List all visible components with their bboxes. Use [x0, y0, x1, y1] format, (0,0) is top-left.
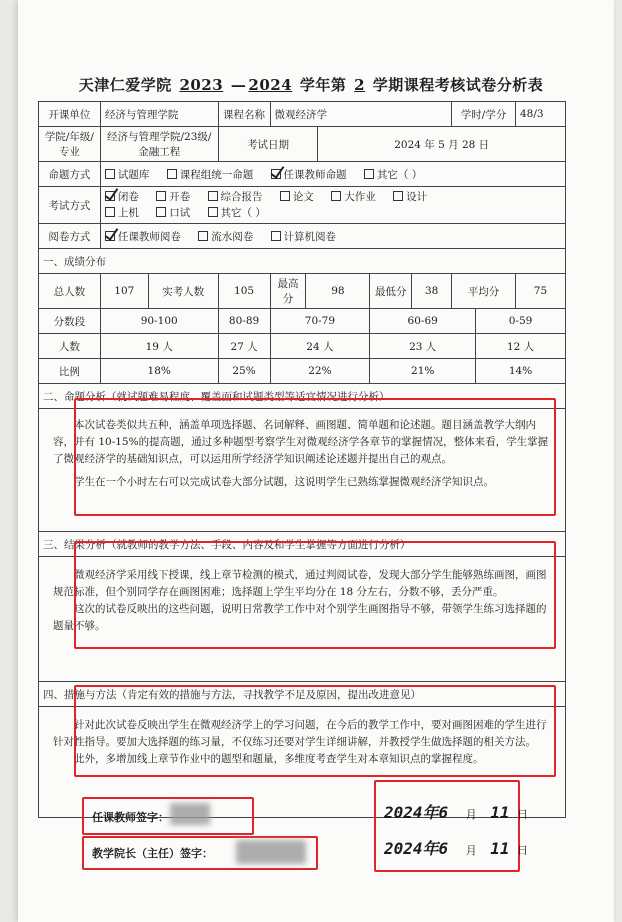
band-cell: 0-59: [476, 309, 566, 334]
summary-row: [39, 274, 566, 309]
ratio-cell: 18%: [100, 359, 218, 384]
month-label: 月: [465, 808, 477, 821]
results-paragraph: 微观经济学采用线下授课，线上章节检测的模式，通过判阅试卷，发现大部分学生能够熟练画图，画图规范标准，但个别同学存在画图困难；选择题上学生平均分在 18 分左右，分数不够，丢分严重。: [53, 569, 547, 598]
actual-label: 实考人数: [148, 274, 218, 309]
exam-row: [39, 187, 566, 224]
info-row-1: [39, 102, 566, 127]
proposition-option-teacher[interactable]: 任课教师命题: [271, 169, 347, 181]
results-section-title: 三、结果分析（就教师的教学方法、手段、内容及和学生掌握等方面进行分析）: [39, 532, 566, 557]
proposition-options: [100, 162, 565, 187]
total-value: 107: [100, 274, 148, 309]
exam-option-other[interactable]: 其它（ ）: [208, 207, 266, 219]
teacher-sign-label: 任课教师签字：: [92, 811, 169, 824]
analysis-section-title: 二、命题分析（就试题难易程度、覆盖面和试题类型等适宜情况进行分析）: [39, 384, 566, 409]
proposition-option-bank[interactable]: 试题库: [105, 169, 150, 181]
checkbox-icon: [156, 207, 166, 217]
checkbox-checked-icon: [271, 169, 281, 179]
measures-section-title: 四、措施与方法（肯定有效的措施与方法，寻找教学不足及原因，提出改进意见）: [39, 682, 566, 707]
redacted-dean-signature: [236, 840, 306, 864]
checkbox-icon: [105, 169, 115, 179]
count-cell: 27 人: [218, 334, 270, 359]
hours-value: 48/3: [515, 102, 565, 127]
ratio-cell: 21%: [370, 359, 476, 384]
proposition-row: [39, 162, 566, 187]
checkbox-icon: [198, 231, 208, 241]
proposition-option-other[interactable]: 其它（ ）: [364, 169, 422, 181]
grading-option-computer[interactable]: 计算机阅卷: [271, 231, 337, 243]
grading-option-teacher[interactable]: 任课教师阅卷: [105, 231, 181, 243]
month-label: 月: [465, 844, 477, 857]
class-value: 经济与管理学院/23级/金融工程: [100, 127, 218, 162]
grading-row: [39, 224, 566, 249]
proposition-option-group[interactable]: 课程组统一命题: [167, 169, 254, 181]
ratios-row: [39, 359, 566, 384]
handwritten-year: 2024年: [384, 803, 439, 822]
exam-option-paper[interactable]: 论文: [280, 191, 314, 203]
day-label: 日: [516, 808, 528, 821]
band-cell: 60-69: [370, 309, 476, 334]
day-label: 日: [516, 844, 528, 857]
band-cell: 80-89: [218, 309, 270, 334]
proposition-label: 命题方式: [39, 162, 101, 187]
analysis-paragraph: 本次试卷类似共五种，涵盖单项选择题、名词解释、画图题、简单题和论述题。题目涵盖教学大纲内容，并有 10-15%的提高题，通过多种题型考察学生对微观经济学各章节的掌握情况，整体来看，学生掌握了微观经济学的基础知识点，可以运用所学经济学知识阐述论述题并提出自己的观点。: [53, 419, 549, 465]
checkbox-icon: [393, 191, 403, 201]
annotation-box-analysis: [74, 398, 556, 516]
exam-option-open[interactable]: 开卷: [156, 191, 190, 203]
exam-option-oral[interactable]: 口试: [156, 207, 190, 219]
checkbox-icon: [105, 207, 115, 217]
sign-date-2: [384, 836, 528, 859]
ratio-cell: 22%: [270, 359, 370, 384]
total-label: 总人数: [39, 274, 101, 309]
annotation-box-measures: [74, 685, 556, 777]
checkbox-icon: [280, 191, 290, 201]
band-cell: 70-79: [270, 309, 370, 334]
count-label: 人数: [39, 334, 101, 359]
checkbox-icon: [331, 191, 341, 201]
bands-row: [39, 309, 566, 334]
checkbox-checked-icon: [105, 191, 115, 201]
info-row-2: [39, 127, 566, 162]
analysis-paragraph: 学生在一个小时左右可以完成试卷大部分试题，这说明学生已熟练掌握微观经济学知识点。: [74, 476, 494, 488]
sign-date-1: [384, 800, 528, 823]
grading-label: 阅卷方式: [39, 224, 101, 249]
checkbox-icon: [167, 169, 177, 179]
redacted-teacher-signature: [170, 803, 210, 825]
course-label: 课程名称: [218, 102, 270, 127]
grading-options: [100, 224, 565, 249]
exam-options: [100, 187, 565, 224]
measures-paragraph: 针对此次试卷反映出学生在微观经济学上的学习问题，在今后的教学工作中，要对画图困难的学生进行针对性指导。要加大选择题的练习量，不仅练习还要对学生详细讲解，并教授学生做选择题的相关方法。: [53, 719, 547, 748]
handwritten-year: 2024年: [384, 839, 439, 858]
handwritten-month: 6: [438, 839, 449, 858]
dept-label: 开课单位: [39, 102, 101, 127]
avg-value: 75: [515, 274, 565, 309]
checkbox-checked-icon: [105, 231, 115, 241]
min-value: 38: [412, 274, 452, 309]
exam-option-design[interactable]: 设计: [393, 191, 427, 203]
page-title: 天津仁爱学院 2023 — 2024 学年第 2 学期课程考核试卷分析表: [78, 76, 544, 94]
count-cell: 24 人: [270, 334, 370, 359]
max-value: 98: [306, 274, 370, 309]
exam-label: 考试方式: [39, 187, 101, 224]
min-label: 最低分: [370, 274, 412, 309]
class-label: 学院/年级/专业: [39, 127, 101, 162]
handwritten-month: 6: [438, 803, 449, 822]
max-label: 最高分: [270, 274, 306, 309]
date-label: 考试日期: [218, 127, 318, 162]
band-label: 分数段: [39, 309, 101, 334]
handwritten-day: 11: [490, 839, 510, 858]
hours-label: 学时/学分: [452, 102, 516, 127]
dean-sign-label: 教学院长（主任）签字：: [92, 847, 213, 860]
ratio-label: 比例: [39, 359, 101, 384]
date-value: 2024 年 5 月 28 日: [318, 127, 566, 162]
checkbox-icon: [208, 207, 218, 217]
scores-section-title: 一、成绩分布: [39, 249, 566, 274]
ratio-cell: 14%: [476, 359, 566, 384]
exam-option-project[interactable]: 大作业: [331, 191, 376, 203]
actual-value: 105: [218, 274, 270, 309]
exam-option-closed[interactable]: 闭卷: [105, 191, 139, 203]
dept-value: 经济与管理学院: [100, 102, 218, 127]
exam-option-computer[interactable]: 上机: [105, 207, 139, 219]
counts-row: [39, 334, 566, 359]
checkbox-icon: [156, 191, 166, 201]
ratio-cell: 25%: [218, 359, 270, 384]
checkbox-icon: [271, 231, 281, 241]
count-cell: 23 人: [370, 334, 476, 359]
band-cell: 90-100: [100, 309, 218, 334]
measures-paragraph: 此外，多增加线上章节作业中的题型和题量，多维度考查学生对本章知识点的掌握程度。: [74, 753, 484, 765]
checkbox-icon: [208, 191, 218, 201]
annotation-box-results: [74, 541, 556, 649]
exam-option-report[interactable]: 综合报告: [208, 191, 263, 203]
avg-label: 平均分: [452, 274, 516, 309]
checkbox-icon: [364, 169, 374, 179]
results-paragraph: 这次的试卷反映出的这些问题，说明日常教学工作中对个别学生画图指导不够，带领学生练习选择题的题量不够。: [53, 603, 547, 632]
grading-option-line[interactable]: 流水阅卷: [198, 231, 253, 243]
count-cell: 12 人: [476, 334, 566, 359]
handwritten-day: 11: [490, 803, 510, 822]
count-cell: 19 人: [100, 334, 218, 359]
course-value: 微观经济学: [270, 102, 452, 127]
scores-section-row: [39, 249, 566, 274]
